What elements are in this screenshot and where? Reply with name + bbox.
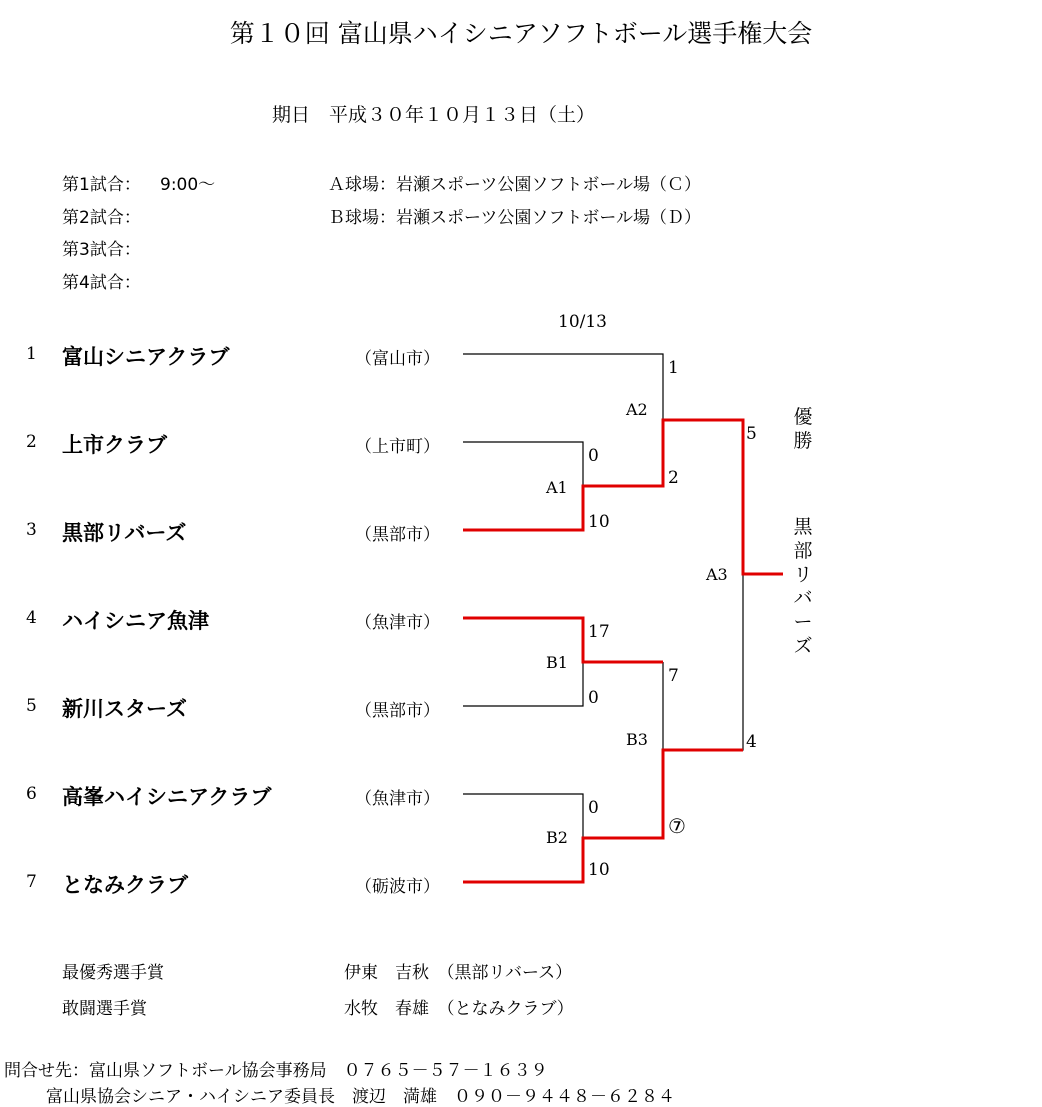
team-city: （黒部市） — [355, 701, 440, 721]
team-city: （富山市） — [355, 349, 440, 369]
team-number: 2 — [26, 432, 37, 452]
champion-label: 優勝 — [793, 406, 813, 452]
score-a1-top: 0 — [588, 446, 599, 466]
score-a3-bottom: 4 — [746, 732, 757, 752]
score-b1-top: 17 — [588, 622, 610, 642]
team-name: 新川スターズ — [62, 697, 187, 721]
score-b2-top: 0 — [588, 798, 599, 818]
team-number: 6 — [26, 784, 37, 804]
schedule-venue-1: Ａ球場：岩瀬スポーツ公園ソフトボール場（Ｃ） — [328, 175, 701, 195]
score-b3-top: 7 — [668, 666, 679, 686]
award-title-fighting-spirit: 敢闘選手賞 — [62, 999, 147, 1019]
match-label-a1: A1 — [546, 478, 568, 497]
match-label-a3: A3 — [706, 565, 728, 584]
team-number: 5 — [26, 696, 37, 716]
score-b2-bottom: 10 — [588, 860, 610, 880]
team-name: ハイシニア魚津 — [62, 609, 209, 633]
date-line: 期日 平成３０年１０月１３日（土） — [272, 104, 596, 126]
score-b3-bottom: ⑦ — [668, 814, 686, 838]
team-city: （黒部市） — [355, 525, 440, 545]
award-winner-fighting-spirit: 水牧 春雄 （となみクラブ） — [344, 999, 574, 1019]
team-number: 3 — [26, 520, 37, 540]
match-label-a2: A2 — [626, 400, 648, 419]
match-label-b2: B2 — [546, 828, 568, 847]
team-number: 7 — [26, 872, 37, 892]
team-city: （上市町） — [355, 437, 440, 457]
schedule-label-3: 第3試合： — [62, 240, 141, 260]
team-city: （砺波市） — [355, 877, 440, 897]
award-title-mvp: 最優秀選手賞 — [62, 963, 164, 983]
team-name: 富山シニアクラブ — [62, 345, 230, 369]
award-winner-mvp: 伊東 吉秋 （黒部リバース） — [344, 963, 573, 983]
schedule-label-1: 第1試合： — [62, 175, 141, 195]
team-name: となみクラブ — [62, 873, 188, 897]
team-city: （魚津市） — [355, 613, 440, 633]
schedule-venue-2: Ｂ球場：岩瀬スポーツ公園ソフトボール場（Ｄ） — [328, 208, 701, 228]
team-number: 4 — [26, 608, 37, 628]
page-title: 第１０回 富山県ハイシニアソフトボール選手権大会 — [229, 19, 813, 48]
champion-name: 黒部リバーズ — [793, 516, 813, 657]
score-a2-bottom: 2 — [668, 468, 679, 488]
match-label-b3: B3 — [626, 730, 648, 749]
bracket-date: 10/13 — [558, 312, 607, 332]
team-name: 黒部リバーズ — [62, 521, 187, 545]
score-a3-top: 5 — [746, 424, 757, 444]
schedule-label-4: 第4試合： — [62, 273, 141, 293]
score-a1-bottom: 10 — [588, 512, 610, 532]
winner-line-team3 — [463, 420, 783, 574]
schedule-time-1: 9:00～ — [160, 175, 216, 195]
schedule-label-2: 第2試合： — [62, 208, 141, 228]
team-name: 高峯ハイシニアクラブ — [62, 785, 272, 809]
match-label-b1: B1 — [546, 653, 568, 672]
team-city: （魚津市） — [355, 789, 440, 809]
score-a2-top: 1 — [668, 358, 679, 378]
bracket-line-a3-bottom — [663, 574, 743, 750]
contact-line-1: 問合せ先：富山県ソフトボール協会事務局 ０７６５－５７－１６３９ — [4, 1061, 548, 1081]
team-name: 上市クラブ — [62, 433, 167, 457]
contact-line-2: 富山県協会シニア・ハイシニア委員長 渡辺 満雄 ０９０－９４４８－６２８４ — [46, 1087, 675, 1107]
team-number: 1 — [26, 344, 37, 364]
score-b1-bottom: 0 — [588, 688, 599, 708]
